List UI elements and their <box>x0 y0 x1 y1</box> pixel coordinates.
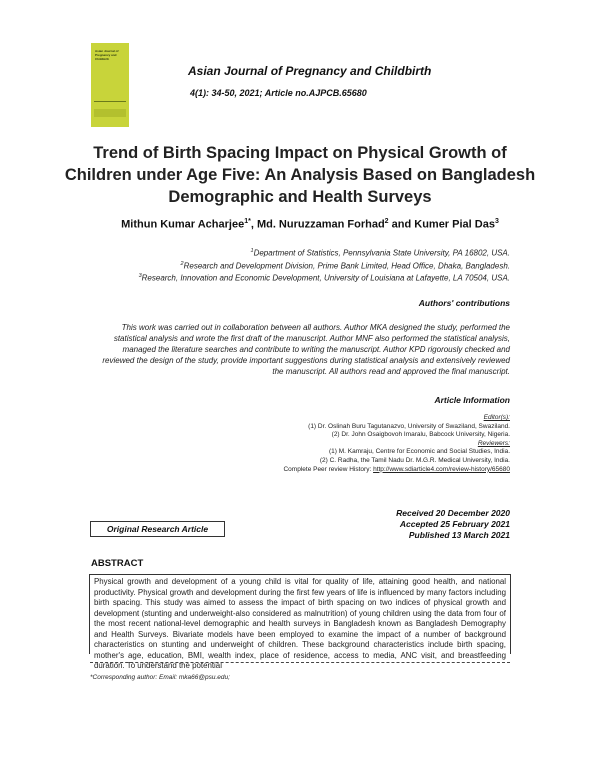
cover-footer-band <box>94 109 126 117</box>
paper-title: Trend of Birth Spacing Impact on Physical Growth of Children under Age Five: An Analysis Based on Bangladesh Demographic and Health Surveys <box>64 144 536 206</box>
peer-review-history: Complete Peer review History: http://www.sdiarticle4.com/review-history/65680 <box>283 465 510 473</box>
affiliation-line: $^2$Research and Development Division, Prime Bank Limited, Head Office, Dhaka, Bangladesh. <box>180 260 510 271</box>
footnote-divider <box>90 662 510 663</box>
published-date: Published 13 March 2021 <box>408 530 510 540</box>
reviewer-entry: (2) C. Radha, the Tamil Nadu Dr. M.G.R. Medical University, India. <box>319 456 510 464</box>
affiliation-line: $^1$Department of Statistics, Pennsylvania State University, PA 16802, USA. <box>250 248 510 258</box>
affiliations <box>90 246 510 284</box>
abstract-text: Physical growth and development of a young child is vital for quality of life, attaining good health, and national productivity. Physical growth and development during the first few years of life is influenced by many factors including birth spacing. This study was aimed to assess the impact of birth spacing on two indices of physical growth and development (stunting and underweight-also considered as malnutrition) of young children using the data from four of the most recent national-level demographic and health surveys in Bangladesh known as Bangladesh Demography and Health Surveys. Bivariate models have been employed to examine the impact of a number of background characteristics on stunting and underweight of children. These background characteristics include birth spacing, mother's age, education, BMI, wealth index, place of residence, access to media, ANC visit, and breastfeeding duration. To understand the potential <box>94 577 506 670</box>
contributions-heading: Authors' contributions <box>418 298 510 308</box>
editor-entry: (2) Dr. John Osaigbovoh Imaralu, Babcock University, Nigeria. <box>331 431 510 439</box>
author-name: Mithun Kumar Acharjee <box>121 218 245 231</box>
article-info-block <box>200 414 510 474</box>
reviewer-entry: (1) M. Kamraju, Centre for Economic and Social Studies, India. <box>329 448 510 456</box>
abstract-heading: ABSTRACT <box>91 558 144 569</box>
article-info-heading: Article Information <box>434 395 510 405</box>
contributions-text: This work was carried out in collaboration between all authors. Author MKA designed the study, performed the statistical analysis and wrote the first draft of the manuscript. Author MNF also performed the statistical analysis, managed the literature searches and contribute to writing the manuscript. Author KPD rigorously checked and reviewed the design of the study, provide important suggestions during statistical analysis and extensively reviewed the manuscript. All authors read and approved the final manuscript. <box>102 323 510 376</box>
author-list: Mithun Kumar Acharjee$^{1*}$, Md. Nuruzzaman Forhad$^2$ and Kumer Pial Das$^3$ <box>121 218 499 231</box>
journal-cover-thumbnail <box>91 43 129 127</box>
journal-reference: 4(1): 34-50, 2021; Article no.AJPCB.65680 <box>190 88 367 98</box>
cover-title: Asian Journal of Pregnancy and Childbirth <box>95 49 119 61</box>
author-affiliation-mark: 2 <box>384 218 389 225</box>
editor-entry: (1) Dr. Oslinah Buru Tagutanazvo, University of Swaziland, Swaziland. <box>308 422 510 430</box>
reviewers-label: Reviewers: <box>477 439 510 447</box>
cover-divider <box>94 101 126 102</box>
editors-label: Editor(s): <box>483 414 510 421</box>
author-name: Md. Nuruzzaman Forhad <box>256 218 385 231</box>
author-affiliation-mark: 1* <box>244 218 251 225</box>
peer-review-link[interactable]: http://www.sdiarticle4.com/review-history/65680 <box>373 465 510 473</box>
abstract-box <box>89 574 511 670</box>
corresponding-author-footnote: *Corresponding author: Email: mka66@psu.edu; <box>90 674 230 681</box>
article-type-label: Original Research Article <box>90 521 225 537</box>
author-name: Kumer Pial Das <box>414 218 495 231</box>
journal-name: Asian Journal of Pregnancy and Childbirth <box>188 64 432 78</box>
author-affiliation-mark: 3 <box>494 218 499 225</box>
publication-dates <box>300 508 510 541</box>
affiliation-line: $^3$Research, Innovation and Economic Development, University of Louisiana at Lafayette, LA 70504, USA. <box>138 273 510 283</box>
received-date: Received 20 December 2020 <box>396 508 510 518</box>
accepted-date: Accepted 25 February 2021 <box>399 519 510 529</box>
